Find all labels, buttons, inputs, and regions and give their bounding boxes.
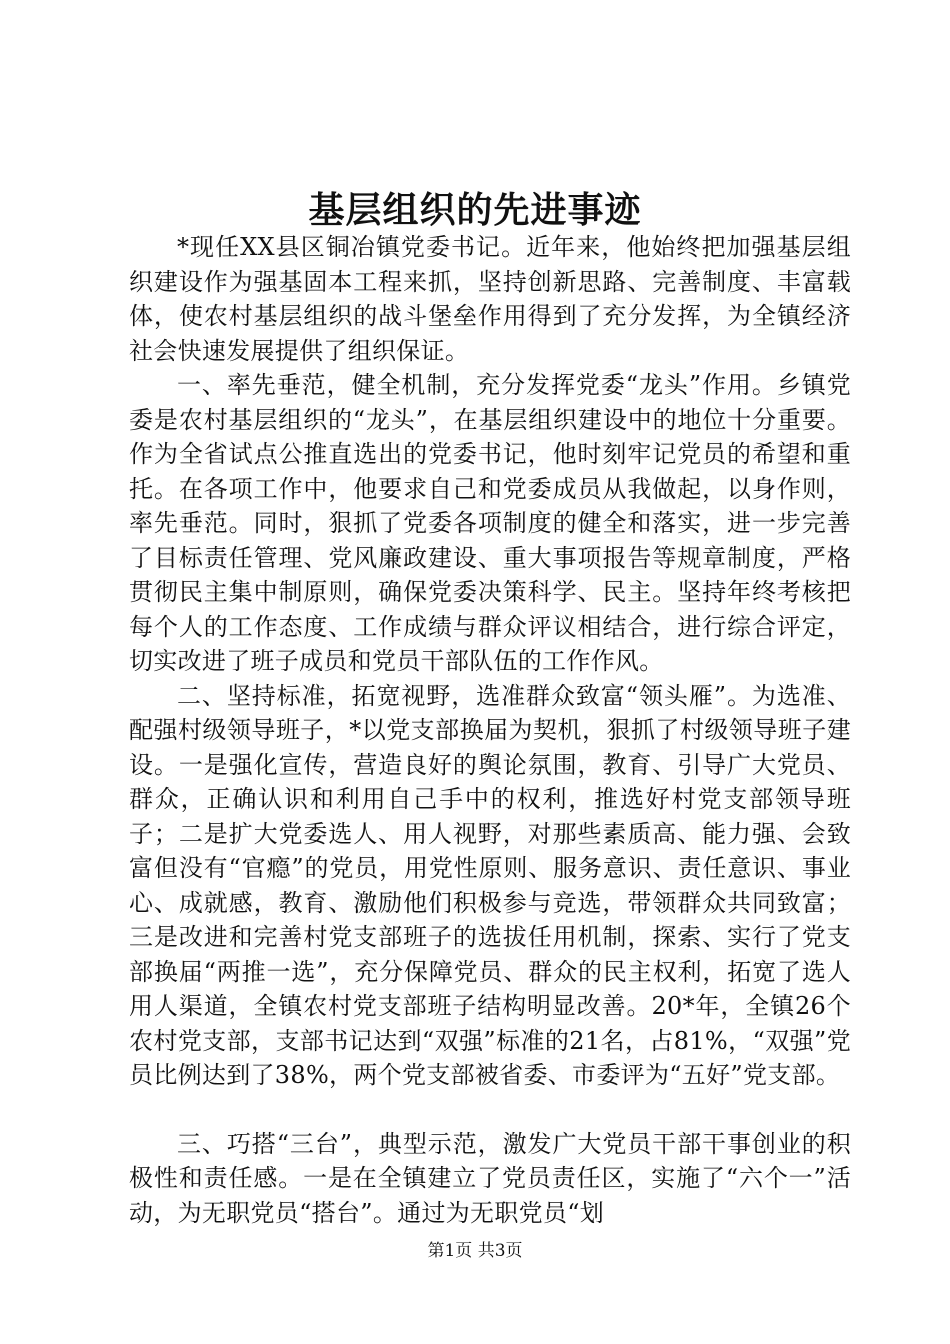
page-number-footer: 第1页 共3页 [427, 1241, 523, 1261]
document-body [129, 230, 851, 1230]
paragraph-section-one: 一、率先垂范，健全机制，充分发挥党委“龙头”作用。乡镇党委是农村基层组织的“龙头”，在基层组织建设中的地位十分重要。作为全省试点公推直选出的党委书记，他时刻牢记党员的希望和重托。在各项工作中，他要求自己和党委成员从我做起，以身作则，率先垂范。同时，狠抓了党委各项制度的健全和落实，进一步完善了目标责任管理、党风廉政建设、重大事项报告等规章制度，严格贯彻民主集中制原则，确保党委决策科学、民主。坚持年终考核把每个人的工作态度、工作成绩与群众评议相结合，进行综合评定，切实改进了班子成员和党员干部队伍的工作作风。 [129, 371, 851, 675]
paragraph-intro: *现任XX县区铜冶镇党委书记。近年来，他始终把加强基层组织建设作为强基固本工程来抓，坚持创新思路、完善制度、丰富载体，使农村基层组织的战斗堡垒作用得到了充分发挥，为全镇经济社会快速发展提供了组织保证。 [129, 233, 851, 365]
document-title: 基层组织的先进事迹 [308, 189, 642, 231]
paragraph-section-three: 三、巧搭“三台”，典型示范，激发广大党员干部干事创业的积极性和责任感。一是在全镇建立了党员责任区，实施了“六个一”活动，为无职党员“搭台”。通过为无职党员“划 [129, 1129, 851, 1227]
paragraph-section-two: 二、坚持标准，拓宽视野，选准群众致富“领头雁”。为选准、配强村级领导班子，*以党支部换届为契机，狠抓了村级领导班子建设。一是强化宣传，营造良好的舆论氛围，教育、引导广大党员、群众，正确认识和利用自己手中的权利，推选好村党支部领导班子；二是扩大党委选人、用人视野，对那些素质高、能力强、会致富但没有“官瘾”的党员，用党性原则、服务意识、责任意识、事业心、成就感，教育、激励他们积极参与竞选，带领群众共同致富；三是改进和完善村党支部班子的选拔任用机制，探索、实行了党支部换届“两推一选”，充分保障党员、群众的民主权利，拓宽了选人用人渠道，全镇农村党支部班子结构明显改善。20*年，全镇26个农村党支部，支部书记达到“双强”标准的21名，占81%，“双强”党员比例达到了38%，两个党支部被省委、市委评为“五好”党支部。 [129, 681, 851, 1089]
